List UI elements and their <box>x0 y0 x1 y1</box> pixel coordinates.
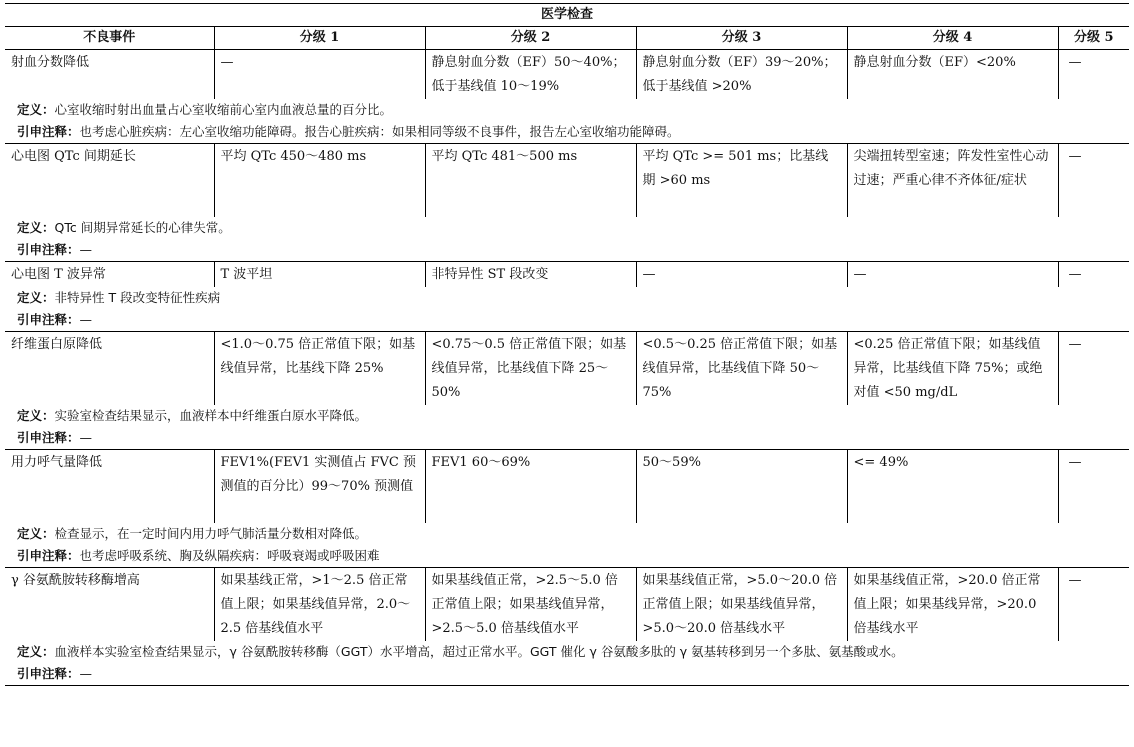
grade-4-cell: — <box>847 262 1058 288</box>
grade-2-cell: <0.75～0.5 倍正常值下限；如基线值异常，比基线值下降 25～50% <box>425 332 636 406</box>
note-text: 也考虑心脏疾病：左心室收缩功能障碍。报告心脏疾病：如果相同等级不良事件，报告左心室收缩功能障碍。 <box>79 124 680 139</box>
grade-5-cell: — <box>1058 144 1129 218</box>
note-text: — <box>79 242 93 257</box>
adverse-events-table <box>5 3 1129 686</box>
grade-2-cell: 如果基线值正常，>2.5～5.0 倍正常值上限；如果基线值异常，>2.5～5.0 倍基线值水平 <box>425 568 636 642</box>
table-row <box>5 450 1129 524</box>
grade-4-cell: <0.25 倍正常值下限；如基线值异常，比基线值下降 75%；或绝对值 <50 mg/dL <box>847 332 1058 406</box>
note-text: — <box>79 312 93 327</box>
definition-label: 定义： <box>17 102 55 117</box>
definition-row <box>5 641 1129 663</box>
definition-row <box>5 523 1129 545</box>
definition-text: 心室收缩时射出血量占心室收缩前心室内血液总量的百分比。 <box>54 102 393 117</box>
note-label: 引申注释： <box>17 124 80 139</box>
definition-text: 检查显示，在一定时间内用力呼气肺活量分数相对降低。 <box>54 526 368 541</box>
grade-4-cell: 如果基线值正常，>20.0 倍正常值上限；如果基线异常，>20.0 倍基线水平 <box>847 568 1058 642</box>
adverse-event-name: γ 谷氨酰胺转移酶增高 <box>11 573 140 588</box>
definition-text: 血液样本实验室检查结果显示，γ 谷氨酰胺转移酶（GGT）水平增高，超过正常水平。GGT 催化 γ 谷氨酸多肽的 γ 氨基转移到另一个多肽、氨基酸或水。 <box>54 644 904 659</box>
grade-5-cell: — <box>1058 50 1129 100</box>
definition-label: 定义： <box>17 220 55 235</box>
table-body <box>5 50 1129 686</box>
grade-4-cell: <= 49% <box>847 450 1058 524</box>
definition-row <box>5 217 1129 239</box>
adverse-event-name: 射血分数降低 <box>11 55 90 70</box>
definition-text: QTc 间期异常延长的心律失常。 <box>54 220 231 235</box>
grade-3-cell: 静息射血分数（EF）39～20%；低于基线值 >20% <box>636 50 847 100</box>
table-row <box>5 332 1129 406</box>
note-row <box>5 309 1129 332</box>
column-header-grade-3: 分级 3 <box>636 27 847 50</box>
note-row <box>5 663 1129 686</box>
grade-5-cell: — <box>1058 262 1129 288</box>
definition-row <box>5 99 1129 121</box>
definition-row <box>5 287 1129 309</box>
table-row <box>5 262 1129 288</box>
grade-1-cell: <1.0～0.75 倍正常值下限；如基线值异常，比基线下降 25% <box>214 332 425 406</box>
table-row <box>5 144 1129 218</box>
column-header-adverse-event: 不良事件 <box>5 27 214 50</box>
table-title: 医学检查 <box>5 4 1129 27</box>
grade-3-cell: 50～59% <box>636 450 847 524</box>
grade-3-cell: 平均 QTc >= 501 ms；比基线期 >60 ms <box>636 144 847 218</box>
grade-1-cell: — <box>214 50 425 100</box>
note-label: 引申注释： <box>17 666 80 681</box>
grade-1-cell: T 波平坦 <box>214 262 425 288</box>
grade-4-cell: 尖端扭转型室速；阵发性室性心动过速；严重心律不齐体征/症状 <box>847 144 1058 218</box>
note-row <box>5 427 1129 450</box>
adverse-event-name: 心电图 QTc 间期延长 <box>11 149 136 164</box>
column-header-grade-5: 分级 5 <box>1058 27 1129 50</box>
column-header-grade-4: 分级 4 <box>847 27 1058 50</box>
note-row <box>5 239 1129 262</box>
definition-row <box>5 405 1129 427</box>
grade-3-cell: — <box>636 262 847 288</box>
grade-2-cell: 平均 QTc 481～500 ms <box>425 144 636 218</box>
grade-2-cell: FEV1 60～69% <box>425 450 636 524</box>
grade-1-cell: 如果基线正常，>1～2.5 倍正常值上限；如果基线值异常，2.0～2.5 倍基线值水平 <box>214 568 425 642</box>
grade-5-cell: — <box>1058 450 1129 524</box>
column-header-grade-2: 分级 2 <box>425 27 636 50</box>
grade-5-cell: — <box>1058 332 1129 406</box>
definition-label: 定义： <box>17 526 55 541</box>
note-label: 引申注释： <box>17 242 80 257</box>
adverse-event-name: 用力呼气量降低 <box>11 455 103 470</box>
grade-1-cell: FEV1%(FEV1 实测值占 FVC 预测值的百分比）99～70% 预测值 <box>214 450 425 524</box>
definition-label: 定义： <box>17 290 55 305</box>
adverse-event-name: 纤维蛋白原降低 <box>11 337 103 352</box>
note-text: — <box>79 430 93 445</box>
grade-1-cell: 平均 QTc 450～480 ms <box>214 144 425 218</box>
definition-label: 定义： <box>17 408 55 423</box>
grade-3-cell: 如果基线值正常，>5.0～20.0 倍正常值上限；如果基线值异常，>5.0～20.0 倍基线水平 <box>636 568 847 642</box>
table-row <box>5 50 1129 100</box>
column-header-grade-1: 分级 1 <box>214 27 425 50</box>
grade-3-cell: <0.5～0.25 倍正常值下限；如基线值异常，比基线值下降 50～75% <box>636 332 847 406</box>
grade-5-cell: — <box>1058 568 1129 642</box>
note-label: 引申注释： <box>17 312 80 327</box>
definition-text: 实验室检查结果显示，血液样本中纤维蛋白原水平降低。 <box>54 408 368 423</box>
adverse-event-name: 心电图 T 波异常 <box>11 267 106 282</box>
grade-2-cell: 非特异性 ST 段改变 <box>425 262 636 288</box>
note-text: — <box>79 666 93 681</box>
definition-text: 非特异性 T 段改变特征性疾病 <box>54 290 221 305</box>
note-label: 引申注释： <box>17 430 80 445</box>
grade-2-cell: 静息射血分数（EF）50～40%；低于基线值 10～19% <box>425 50 636 100</box>
note-text: 也考虑呼吸系统、胸及纵隔疾病：呼吸衰竭或呼吸困难 <box>79 548 380 563</box>
definition-label: 定义： <box>17 644 55 659</box>
note-label: 引申注释： <box>17 548 80 563</box>
note-row <box>5 121 1129 144</box>
note-row <box>5 545 1129 568</box>
table-row <box>5 568 1129 642</box>
grade-4-cell: 静息射血分数（EF）<20% <box>847 50 1058 100</box>
